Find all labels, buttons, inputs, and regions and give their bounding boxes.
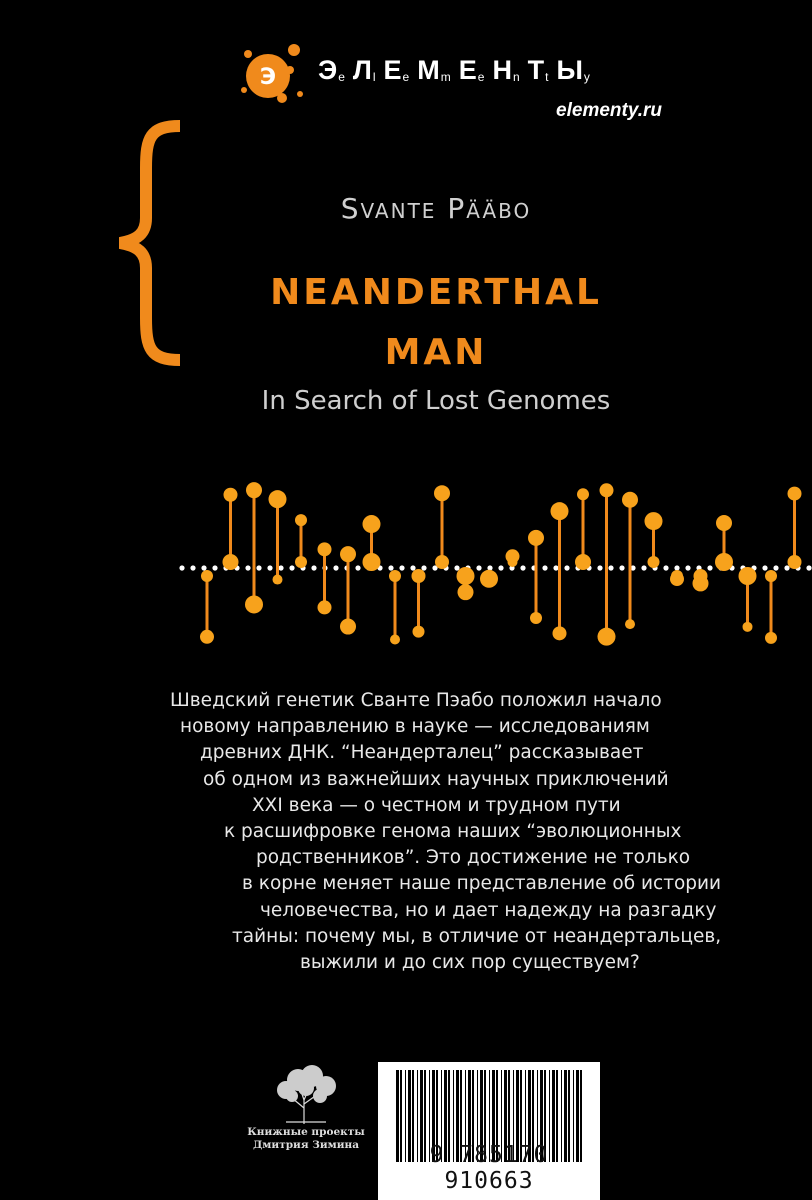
dna-node: [245, 595, 263, 613]
description-line: новому направлению в науке — исследованиям: [180, 716, 650, 738]
dna-node: [434, 485, 450, 501]
dna-node: [693, 575, 709, 591]
title-line-1: NEANDERTHAL: [270, 272, 602, 313]
dna-axis-dot: [278, 565, 283, 570]
title-line-2: MAN: [384, 332, 488, 373]
dna-axis-dot: [399, 565, 404, 570]
dna-node: [480, 570, 498, 588]
dna-axis-dot: [773, 565, 778, 570]
dna-node: [413, 626, 425, 638]
subtitle: In Search of Lost Genomes: [261, 386, 611, 416]
site-url: elementy.ru: [556, 100, 662, 121]
logo-mark-letter: Э: [259, 65, 277, 90]
description-line: тайны: почему мы, в отличие от неандертальцев,: [232, 925, 722, 947]
dna-axis-dot: [267, 565, 272, 570]
dna-axis-dot: [289, 565, 294, 570]
dna-node: [528, 530, 544, 546]
dna-node: [295, 514, 307, 526]
dna-node: [788, 555, 802, 569]
author-name: Svante Pääbo: [340, 192, 532, 225]
description-line: древних ДНК. “Неандерталец” рассказывает: [200, 742, 644, 764]
dna-axis-dot: [190, 565, 195, 570]
barcode-digits: 9 785170 910663: [429, 1142, 549, 1194]
dna-node: [551, 502, 569, 520]
dna-node: [390, 634, 400, 644]
dna-axis-dot: [476, 565, 481, 570]
dna-node: [200, 630, 214, 644]
dna-node: [318, 600, 332, 614]
dna-axis-dot: [201, 565, 206, 570]
description-line: Шведский генетик Сванте Пэабо положил начало: [170, 690, 662, 711]
dna-node: [508, 557, 518, 567]
tree-icon: [266, 1060, 346, 1126]
description-line: выжили и до сих пор существуем?: [300, 952, 640, 974]
brand-letter: M m: [417, 55, 451, 85]
dna-node: [600, 483, 614, 497]
dna-node: [530, 612, 542, 624]
dna-node: [765, 570, 777, 582]
dna-axis-dot: [564, 565, 569, 570]
brand-letter: Ы y: [556, 55, 590, 85]
dna-node: [743, 622, 753, 632]
dna-node: [739, 567, 757, 585]
dna-node: [435, 555, 449, 569]
publisher-block: [244, 1060, 368, 1152]
dna-node: [412, 569, 426, 583]
dna-axis-dot: [542, 565, 547, 570]
dna-axis-dot: [388, 565, 393, 570]
dna-node: [340, 619, 356, 635]
dna-node: [340, 546, 356, 562]
publisher-line-1: Книжные проекты: [247, 1126, 365, 1138]
dna-node: [670, 572, 684, 586]
dna-axis-dot: [311, 565, 316, 570]
brand-letter: Л l: [352, 55, 376, 85]
dna-node: [577, 488, 589, 500]
publisher-line-2: Дмитрия Зимина: [252, 1139, 360, 1151]
dna-axis-dot: [498, 565, 503, 570]
dna-axis-dot: [355, 565, 360, 570]
description-line: человечества, но и дает надежду на разгадку: [260, 899, 717, 921]
dna-axis-dot: [333, 565, 338, 570]
dna-axis-dot: [707, 565, 712, 570]
description-line: родственников”. Это достижение не только: [256, 847, 691, 869]
brand-letter: T t: [527, 55, 549, 85]
dna-node: [295, 556, 307, 568]
isbn-barcode: [378, 1062, 600, 1200]
dna-axis-dot: [663, 565, 668, 570]
dna-node: [645, 512, 663, 530]
dna-axis-dot: [685, 565, 690, 570]
dna-node: [457, 567, 475, 585]
dna-axis-dot: [179, 565, 184, 570]
dna-node: [389, 570, 401, 582]
dna-node: [318, 542, 332, 556]
curly-brace-icon: [110, 118, 190, 368]
description-line: к расшифровке генома наших “эволюционных: [224, 821, 682, 843]
dna-axis-dot: [520, 565, 525, 570]
description-line: об одном из важнейших научных приключений: [203, 768, 669, 790]
dna-axis-dot: [608, 565, 613, 570]
dna-node: [273, 575, 283, 585]
dna-node: [363, 515, 381, 533]
dna-node: [224, 488, 238, 502]
dna-axis-dot: [410, 565, 415, 570]
description-line: в корне меняет наше представление об истории: [242, 873, 722, 895]
dna-node: [716, 515, 732, 531]
dna-node: [625, 619, 635, 629]
dna-node: [458, 584, 474, 600]
dna-axis-dot: [784, 565, 789, 570]
dna-node: [246, 482, 262, 498]
dna-axis-dot: [641, 565, 646, 570]
dna-node: [622, 492, 638, 508]
dna-strand-illustration: [0, 470, 812, 670]
brand-letter: E e: [383, 55, 410, 85]
dna-axis-dot: [454, 565, 459, 570]
description-line: XXI века — о честном и трудном пути: [252, 794, 621, 816]
dna-node: [223, 554, 239, 570]
dna-axis-dot: [597, 565, 602, 570]
dna-node: [201, 570, 213, 582]
dna-node: [598, 628, 616, 646]
dna-node: [765, 632, 777, 644]
dna-axis-dot: [487, 565, 492, 570]
brand-letter: H n: [492, 55, 520, 85]
dna-axis-dot: [421, 565, 426, 570]
dna-axis-dot: [256, 565, 261, 570]
dna-node: [715, 553, 733, 571]
brand-letter: Э e: [318, 55, 345, 85]
dna-axis-dot: [212, 565, 217, 570]
dna-axis-dot: [806, 565, 811, 570]
dna-axis-dot: [674, 565, 679, 570]
description-text: [170, 688, 722, 976]
dna-node: [575, 554, 591, 570]
dna-axis-dot: [619, 565, 624, 570]
brand-letter: E e: [458, 55, 485, 85]
logo-mark-icon: [238, 36, 310, 108]
dna-axis-dot: [245, 565, 250, 570]
dna-node: [788, 487, 802, 501]
brand-name: [318, 56, 590, 84]
dna-node: [648, 556, 660, 568]
dna-node: [363, 553, 381, 571]
dna-axis-dot: [762, 565, 767, 570]
dna-axis-dot: [553, 565, 558, 570]
dna-node: [269, 490, 287, 508]
dna-node: [553, 626, 567, 640]
